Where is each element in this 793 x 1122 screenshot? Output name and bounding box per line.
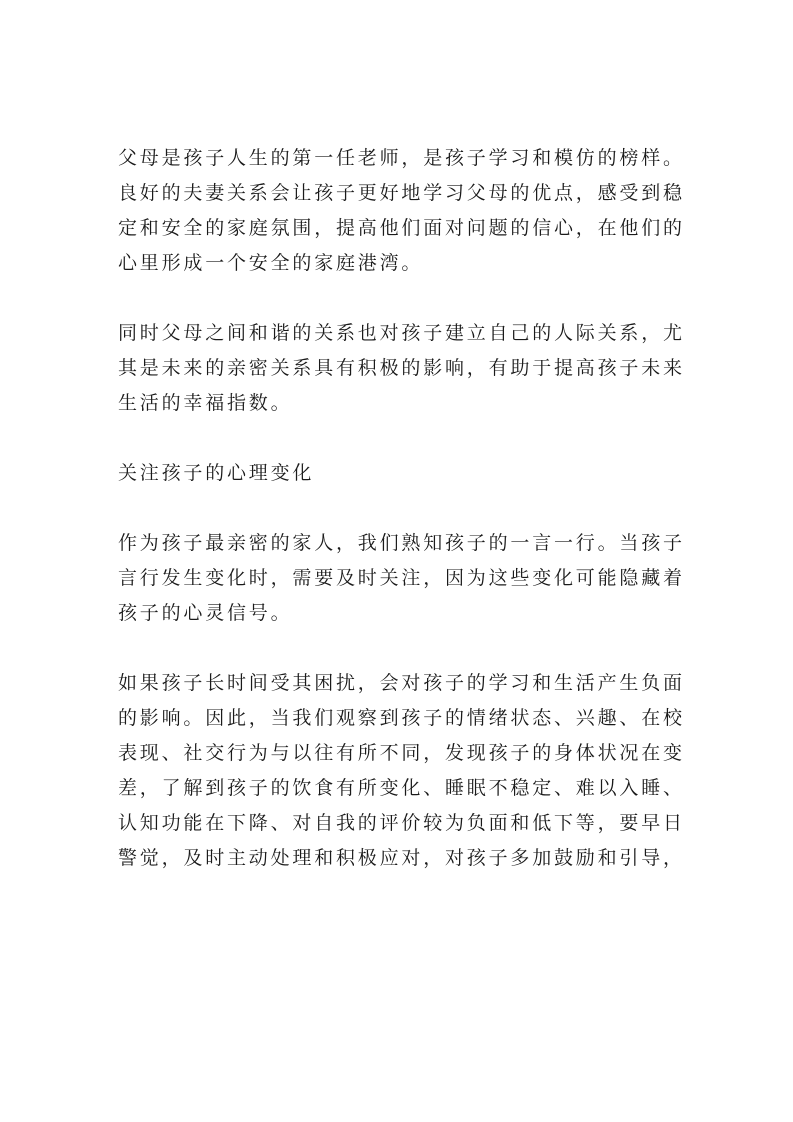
text-line: 言行发生变化时，需要及时关注，因为这些变化可能隐藏着 xyxy=(118,567,685,589)
text-line: 作为孩子最亲密的家人，我们熟知孩子的一言一行。当孩子 xyxy=(118,532,685,554)
text-line: 生活的幸福指数。 xyxy=(118,392,293,414)
heading-text: 关注孩子的心理变化 xyxy=(118,462,315,484)
text-line: 警觉，及时主动处理和积极应对，对孩子多加鼓励和引导， xyxy=(118,847,685,869)
paragraph-role-model xyxy=(118,141,685,281)
paragraph-warning-signs xyxy=(118,666,685,876)
text-line: 的影响。因此，当我们观察到孩子的情绪状态、兴趣、在校 xyxy=(118,707,685,729)
section-heading xyxy=(118,456,675,491)
text-line: 同时父母之间和谐的关系也对孩子建立自己的人际关系，尤 xyxy=(118,322,685,344)
text-line: 认知功能在下降、对自我的评价较为负面和低下等，要早日 xyxy=(118,812,685,834)
paragraph-family-attention xyxy=(118,526,685,631)
text-line: 如果孩子长时间受其困扰，会对孩子的学习和生活产生负面 xyxy=(118,672,685,694)
text-line: 定和安全的家庭氛围，提高他们面对问题的信心，在他们的 xyxy=(118,217,685,239)
paragraph-harmony xyxy=(118,316,685,421)
text-line: 其是未来的亲密关系具有积极的影响，有助于提高孩子未来 xyxy=(118,357,685,379)
text-line: 孩子的心灵信号。 xyxy=(118,602,293,624)
document-body xyxy=(118,141,685,911)
text-line: 父母是孩子人生的第一任老师，是孩子学习和模仿的榜样。 xyxy=(118,147,685,169)
text-line: 差，了解到孩子的饮食有所变化、睡眠不稳定、难以入睡、 xyxy=(118,777,685,799)
text-line: 表现、社交行为与以往有所不同，发现孩子的身体状况在变 xyxy=(118,742,685,764)
text-line: 良好的夫妻关系会让孩子更好地学习父母的优点，感受到稳 xyxy=(118,182,685,204)
text-line: 心里形成一个安全的家庭港湾。 xyxy=(118,252,424,274)
